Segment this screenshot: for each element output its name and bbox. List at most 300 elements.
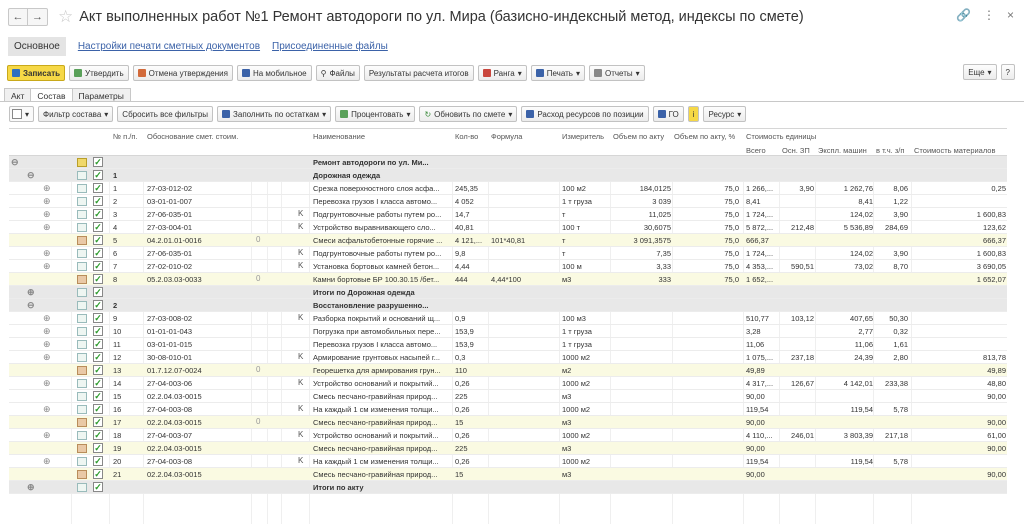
col-volume[interactable]: Объем по акту xyxy=(613,132,665,141)
cell-machines: 3 803,39 xyxy=(843,431,873,440)
percent-button[interactable] xyxy=(335,106,415,122)
table-row[interactable] xyxy=(9,325,1007,338)
chevron-down-icon: ▾ xyxy=(508,109,513,119)
collapse-icon[interactable]: ⊖ xyxy=(11,157,19,167)
row-checkbox[interactable]: ✓ xyxy=(94,274,102,284)
table-row[interactable] xyxy=(9,416,1007,429)
command-bar xyxy=(0,64,1024,82)
tab-composition[interactable]: Состав xyxy=(30,88,72,102)
reset-filters-button[interactable] xyxy=(117,106,213,122)
go-button[interactable] xyxy=(653,106,684,122)
table-row[interactable] xyxy=(9,455,1007,468)
row-checkbox[interactable]: ✓ xyxy=(94,209,102,219)
table-row[interactable] xyxy=(9,234,1007,247)
percent-icon xyxy=(340,110,348,118)
expand-icon[interactable]: ⊕ xyxy=(43,313,51,323)
col-wage[interactable]: Осн. ЗП xyxy=(782,146,810,155)
cell-total: 4 353,... xyxy=(746,262,774,271)
coefficient-icon: K xyxy=(298,222,304,231)
cell-incl_wage: 8,70 xyxy=(893,262,908,271)
resource-flow-label: Расход ресурсов по позиции xyxy=(537,109,644,119)
row-type-icon xyxy=(77,392,87,401)
group-row[interactable] xyxy=(9,286,1007,299)
cell-wage: 3,90 xyxy=(799,184,814,193)
table-row[interactable] xyxy=(9,351,1007,364)
col-formula[interactable]: Формула xyxy=(491,132,523,141)
cell-num: 11 xyxy=(113,340,121,349)
cell-name: Перевозка грузов I класса автомо... xyxy=(313,340,438,349)
cell-num: 9 xyxy=(113,314,118,323)
chevron-down-icon: ▾ xyxy=(575,68,580,78)
row-checkbox[interactable]: ✓ xyxy=(94,365,102,375)
cell-vol: 3,33 xyxy=(656,262,671,271)
cell-total: 90,00 xyxy=(746,392,765,401)
cell-basis: 27-04-003-06 xyxy=(147,379,193,388)
row-checkbox[interactable]: ✓ xyxy=(94,326,102,336)
chevron-down-icon: ▾ xyxy=(635,68,640,78)
expand-icon[interactable]: ⊕ xyxy=(27,287,35,297)
attachment-icon: 0 xyxy=(256,417,261,426)
expand-icon[interactable]: ⊕ xyxy=(43,248,51,258)
table-row[interactable] xyxy=(9,312,1007,325)
row-checkbox[interactable]: ✓ xyxy=(94,287,102,297)
row-checkbox[interactable]: ✓ xyxy=(94,482,102,492)
cell-basis: 01-01-01-043 xyxy=(147,327,193,336)
cell-total: 49,89 xyxy=(746,366,765,375)
cell-num: 1 xyxy=(113,184,118,193)
close-icon[interactable]: × xyxy=(1006,8,1014,22)
cell-num: 5 xyxy=(113,236,118,245)
cell-materials: 61,00 xyxy=(987,431,1006,440)
col-incl-wage[interactable]: в т.ч. з/п xyxy=(876,146,905,155)
col-basis[interactable]: Обоснование смет. стоим. xyxy=(147,132,239,141)
expand-icon[interactable]: ⊕ xyxy=(43,430,51,440)
expand-icon[interactable]: ⊕ xyxy=(43,456,51,466)
table-row[interactable] xyxy=(9,403,1007,416)
cell-total: 8,41 xyxy=(746,197,761,206)
expand-icon[interactable]: ⊕ xyxy=(43,183,51,193)
row-type-icon xyxy=(77,210,87,219)
cell-basis: 27-03-008-02 xyxy=(147,314,193,323)
cell-unit: т xyxy=(562,236,566,245)
more-button[interactable] xyxy=(963,64,996,80)
table-row[interactable] xyxy=(9,377,1007,390)
filter-button[interactable] xyxy=(38,106,113,122)
cell-total: 90,00 xyxy=(746,418,765,427)
cell-wage: 237,18 xyxy=(791,353,814,362)
cell-basis: 27-02-010-02 xyxy=(147,262,193,271)
cell-materials: 90,00 xyxy=(987,444,1006,453)
cell-basis: 02.2.04.03-0015 xyxy=(147,444,202,453)
fill-button[interactable] xyxy=(217,106,331,122)
table-row[interactable] xyxy=(9,208,1007,221)
cell-total: 666,37 xyxy=(746,236,769,245)
cell-incl_wage: 233,38 xyxy=(885,379,908,388)
expand-icon[interactable]: ⊕ xyxy=(43,209,51,219)
cell-unit: м3 xyxy=(562,392,572,401)
cell-name: Восстановление разрушенно... xyxy=(313,301,429,310)
row-checkbox[interactable]: ✓ xyxy=(94,469,102,479)
chevron-down-icon: ▾ xyxy=(406,109,411,119)
material-icon xyxy=(77,236,87,245)
cell-total: 3,28 xyxy=(746,327,761,336)
row-checkbox[interactable]: ✓ xyxy=(94,157,102,167)
help-label: ? xyxy=(1005,67,1010,77)
fill-label: Заполнить по остаткам xyxy=(233,109,320,119)
cell-materials: 666,37 xyxy=(983,236,1006,245)
cell-name: Подгрунтовочные работы путем ро... xyxy=(313,249,442,258)
cell-name: Смеси асфальтобетонные горячие ... xyxy=(313,236,443,245)
more-label: Еще xyxy=(968,67,985,77)
cell-name: Георешетка для армирования грун... xyxy=(313,366,441,375)
row-checkbox[interactable]: ✓ xyxy=(94,170,102,180)
cell-unit: 1000 м2 xyxy=(562,431,591,440)
cell-materials: 49,89 xyxy=(987,366,1006,375)
tab-parameters[interactable]: Параметры xyxy=(72,88,131,102)
cell-name: Камни бортовые БР 100.30.15 /бет... xyxy=(313,275,440,284)
print-button[interactable] xyxy=(531,65,585,81)
cell-machines: 119,54 xyxy=(850,457,873,466)
row-checkbox[interactable]: ✓ xyxy=(94,417,102,427)
chevron-down-icon: ▾ xyxy=(517,68,522,78)
approve-label: Утвердить xyxy=(85,68,124,78)
cell-machines: 1 262,76 xyxy=(843,184,873,193)
printer-icon xyxy=(536,69,544,77)
row-checkbox[interactable]: ✓ xyxy=(94,404,102,414)
cell-num: 3 xyxy=(113,210,118,219)
row-checkbox[interactable]: ✓ xyxy=(94,235,102,245)
row-type-icon xyxy=(77,483,87,492)
cell-qty: 0,26 xyxy=(455,457,470,466)
cell-formula: 4,44*100 xyxy=(491,275,522,284)
col-name[interactable]: Наименование xyxy=(313,132,365,141)
cell-vol: 184,0125 xyxy=(639,184,671,193)
cell-machines: 2,77 xyxy=(858,327,873,336)
cell-num: 19 xyxy=(113,444,122,453)
cell-incl_wage: 3,90 xyxy=(893,249,908,258)
cell-num: 2 xyxy=(113,301,118,310)
select-all-checkbox[interactable] xyxy=(9,106,34,122)
row-checkbox[interactable]: ✓ xyxy=(94,183,102,193)
info-label: i xyxy=(692,109,695,119)
table-row[interactable] xyxy=(9,364,1007,377)
cell-incl_wage: 50,30 xyxy=(889,314,908,323)
row-type-icon xyxy=(77,431,87,440)
update-label: Обновить по смете xyxy=(434,109,506,119)
col-machines[interactable]: Экспл. машин xyxy=(818,146,867,155)
files-button[interactable] xyxy=(316,65,360,81)
section-print-settings-link[interactable]: Настройки печати сметных документов xyxy=(77,40,261,52)
resource-label: Ресурс xyxy=(708,109,735,119)
approve-icon xyxy=(74,69,82,77)
coefficient-icon: K xyxy=(298,209,304,218)
cell-incl_wage: 5,78 xyxy=(893,457,908,466)
cell-total: 90,00 xyxy=(746,444,765,453)
cell-basis: 27-04-003-07 xyxy=(147,431,193,440)
cell-unit: 1 т груза xyxy=(562,327,592,336)
row-checkbox[interactable]: ✓ xyxy=(94,456,102,466)
cancel-approve-button[interactable] xyxy=(133,65,233,81)
row-checkbox[interactable]: ✓ xyxy=(94,352,102,362)
composition-toolbar xyxy=(9,106,746,122)
col-materials[interactable]: Стоимость материалов xyxy=(914,146,996,155)
cell-materials: 3 690,05 xyxy=(976,262,1006,271)
print-label: Печать xyxy=(546,68,573,78)
cell-num: 20 xyxy=(113,457,122,466)
cell-materials: 90,00 xyxy=(987,470,1006,479)
cell-name: На каждый 1 см изменения толщи... xyxy=(313,405,439,414)
row-checkbox[interactable]: ✓ xyxy=(94,443,102,453)
forward-button[interactable]: → xyxy=(28,8,48,26)
back-button[interactable]: ← xyxy=(8,8,28,26)
expand-icon[interactable]: ⊕ xyxy=(43,196,51,206)
row-checkbox[interactable]: ✓ xyxy=(94,378,102,388)
table-row[interactable] xyxy=(9,182,1007,195)
table-row[interactable] xyxy=(9,260,1007,273)
cell-total: 510,77 xyxy=(746,314,769,323)
group-row[interactable] xyxy=(9,481,1007,494)
table-row[interactable] xyxy=(9,221,1007,234)
cell-name: Ремонт автодороги по ул. Ми... xyxy=(313,158,429,167)
expand-icon[interactable]: ⊕ xyxy=(43,261,51,271)
help-button[interactable] xyxy=(1001,64,1015,80)
table-row[interactable] xyxy=(9,247,1007,260)
cell-unit: т xyxy=(562,249,566,258)
table-row[interactable] xyxy=(9,429,1007,442)
cell-machines: 5 536,89 xyxy=(843,223,873,232)
row-checkbox[interactable]: ✓ xyxy=(94,248,102,258)
reports-button[interactable] xyxy=(589,65,645,81)
update-button[interactable] xyxy=(419,106,517,122)
table-row[interactable] xyxy=(9,273,1007,286)
cell-wage: 212,48 xyxy=(791,223,814,232)
col-qty[interactable]: Кол-во xyxy=(455,132,479,141)
cell-qty: 225 xyxy=(455,444,468,453)
attachment-icon: 0 xyxy=(256,365,261,374)
cell-name: Перевозка грузов I класса автомо... xyxy=(313,197,438,206)
cell-name: Итоги по Дорожная одежда xyxy=(313,288,415,297)
chevron-down-icon: ▾ xyxy=(987,67,992,77)
cell-num: 8 xyxy=(113,275,118,284)
approve-button[interactable] xyxy=(69,65,129,81)
cell-unit: 100 т xyxy=(562,223,581,232)
cell-name: Разборка покрытий и оснований щ... xyxy=(313,314,441,323)
window-title: Акт выполненных работ №1 Ремонт автодороги по ул. Мира (базисно-индексный метод, индексы по смете) xyxy=(79,9,804,25)
cell-num: 10 xyxy=(113,327,122,336)
collapse-icon[interactable]: ⊖ xyxy=(27,300,35,310)
mobile-label: На мобильное xyxy=(252,68,307,78)
cell-qty: 0,26 xyxy=(455,379,470,388)
expand-icon[interactable]: ⊕ xyxy=(43,222,51,232)
cell-num: 6 xyxy=(113,249,118,258)
cell-incl_wage: 217,18 xyxy=(885,431,908,440)
row-checkbox[interactable]: ✓ xyxy=(94,391,102,401)
attachment-icon: 0 xyxy=(256,235,261,244)
filter-label: Фильтр состава xyxy=(43,109,102,119)
cell-basis: 27-03-012-02 xyxy=(147,184,193,193)
cell-basis: 02.2.04.03-0015 xyxy=(147,470,202,479)
cell-unit: 1 т груза xyxy=(562,197,592,206)
cell-vol: 3 039 xyxy=(652,197,671,206)
cell-name: Дорожная одежда xyxy=(313,171,381,180)
cell-vol: 333 xyxy=(658,275,671,284)
refresh-icon: ↻ xyxy=(424,109,432,119)
cell-qty: 15 xyxy=(455,470,464,479)
go-label: ГО xyxy=(668,109,679,119)
cell-incl_wage: 8,06 xyxy=(893,184,908,193)
cell-num: 12 xyxy=(113,353,122,362)
col-total[interactable]: Всего xyxy=(746,146,766,155)
cell-unit: м2 xyxy=(562,366,572,375)
cell-num: 17 xyxy=(113,418,122,427)
cell-unit: м3 xyxy=(562,470,572,479)
cell-materials: 48,80 xyxy=(987,379,1006,388)
cell-num: 4 xyxy=(113,223,118,232)
cell-qty: 110 xyxy=(455,366,467,375)
cell-name: Срезка поверхностного слоя асфа... xyxy=(313,184,440,193)
cell-basis: 02.2.04.03-0015 xyxy=(147,392,202,401)
cell-qty: 0,3 xyxy=(455,353,466,362)
favorite-star-icon[interactable]: ☆ xyxy=(58,7,74,26)
group-row[interactable] xyxy=(9,169,1007,182)
cell-unit: м3 xyxy=(562,418,572,427)
cell-unit: 1000 м2 xyxy=(562,405,591,414)
cell-unit: 1000 м2 xyxy=(562,353,591,362)
col-unit[interactable]: Измеритель xyxy=(562,132,605,141)
reset-filters-label: Сбросить все фильтры xyxy=(122,109,209,119)
cell-vol: 30,6075 xyxy=(643,223,671,232)
row-type-icon xyxy=(77,327,87,336)
table-row[interactable] xyxy=(9,442,1007,455)
cell-num: 15 xyxy=(113,392,122,401)
cell-basis: 30-08-010-01 xyxy=(147,353,193,362)
cell-name: Смесь песчано-гравийная природ... xyxy=(313,444,438,453)
mobile-button[interactable] xyxy=(237,65,312,81)
cell-total: 1 075,... xyxy=(746,353,774,362)
row-checkbox[interactable]: ✓ xyxy=(94,196,102,206)
cell-total: 119,54 xyxy=(746,405,769,414)
cell-wage: 103,12 xyxy=(791,314,814,323)
cell-unit: 100 м2 xyxy=(562,184,586,193)
info-button[interactable] xyxy=(688,106,700,122)
save-button[interactable] xyxy=(7,65,65,81)
group-row[interactable] xyxy=(9,156,1007,169)
cell-materials: 813,78 xyxy=(983,353,1006,362)
cell-basis: 27-04-003-08 xyxy=(147,405,193,414)
row-type-icon xyxy=(77,223,87,232)
cell-vol: 7,35 xyxy=(656,249,671,258)
cell-name: Устройство выравнивающего сло... xyxy=(313,223,436,232)
cell-qty: 15 xyxy=(455,418,464,427)
cell-name: Итоги по акту xyxy=(313,483,364,492)
resource-button[interactable] xyxy=(703,106,746,122)
cell-incl_wage: 1,61 xyxy=(893,340,908,349)
save-icon xyxy=(12,69,20,77)
cell-basis: 04.2.01.01-0016 xyxy=(147,236,202,245)
cell-num: 14 xyxy=(113,379,122,388)
cell-qty: 0,9 xyxy=(455,314,466,323)
collapse-icon[interactable]: ⊖ xyxy=(27,170,35,180)
cell-vol: 3 091,3575 xyxy=(633,236,671,245)
cell-volpct: 75,0 xyxy=(724,223,739,232)
tab-act[interactable]: Акт xyxy=(4,88,31,102)
row-checkbox[interactable]: ✓ xyxy=(94,430,102,440)
cell-qty: 153,9 xyxy=(455,340,474,349)
col-unit-cost[interactable]: Стоимость единицы xyxy=(746,132,817,141)
row-checkbox[interactable]: ✓ xyxy=(94,339,102,349)
more-menu-icon[interactable]: ⋮ xyxy=(982,8,995,22)
expand-icon[interactable]: ⊕ xyxy=(43,352,51,362)
table-row[interactable] xyxy=(9,195,1007,208)
table-row[interactable] xyxy=(9,468,1007,481)
results-button[interactable] xyxy=(364,65,474,81)
cell-incl_wage: 1,22 xyxy=(893,197,908,206)
cell-basis: 27-04-003-08 xyxy=(147,457,193,466)
cell-unit: 100 м xyxy=(562,262,582,271)
cell-materials: 90,00 xyxy=(987,392,1006,401)
row-checkbox[interactable]: ✓ xyxy=(94,261,102,271)
table-row[interactable] xyxy=(9,390,1007,403)
row-checkbox[interactable]: ✓ xyxy=(94,300,102,310)
link-icon[interactable]: 🔗 xyxy=(956,8,971,22)
row-checkbox[interactable]: ✓ xyxy=(94,313,102,323)
cell-total: 1 724,... xyxy=(746,249,774,258)
col-volume-pct[interactable]: Объем по акту, % xyxy=(674,132,736,141)
expand-icon[interactable]: ⊕ xyxy=(27,482,35,492)
cell-qty: 9,8 xyxy=(455,249,466,258)
expand-icon[interactable]: ⊕ xyxy=(43,404,51,414)
table-header xyxy=(9,128,1007,156)
cell-materials: 1 600,83 xyxy=(976,249,1006,258)
cell-incl_wage: 2,80 xyxy=(893,353,908,362)
rank-button[interactable] xyxy=(478,65,527,81)
section-attached-files-link[interactable]: Присоединенные файлы xyxy=(272,40,388,52)
cell-volpct: 75,0 xyxy=(724,275,739,284)
cell-materials: 1 600,83 xyxy=(976,210,1006,219)
cell-qty: 225 xyxy=(455,392,468,401)
cell-volpct: 75,0 xyxy=(724,210,739,219)
cell-volpct: 75,0 xyxy=(724,236,739,245)
rank-label: Ранга xyxy=(493,68,515,78)
cell-wage: 246,01 xyxy=(791,431,814,440)
resource-flow-button[interactable] xyxy=(521,106,648,122)
cell-unit: м3 xyxy=(562,444,572,453)
chevron-down-icon: ▾ xyxy=(104,109,109,119)
material-icon xyxy=(77,275,87,284)
material-icon xyxy=(77,444,87,453)
cell-machines: 407,65 xyxy=(850,314,873,323)
cell-formula: 101*40,81 xyxy=(491,236,526,245)
cell-vol: 11,025 xyxy=(648,210,671,219)
row-type-icon xyxy=(77,353,87,362)
cell-qty: 4 052 xyxy=(455,197,474,206)
cell-materials: 90,00 xyxy=(987,418,1006,427)
expand-icon[interactable]: ⊕ xyxy=(43,339,51,349)
group-row[interactable] xyxy=(9,299,1007,312)
table-row[interactable] xyxy=(9,338,1007,351)
section-main[interactable]: Основное xyxy=(8,37,66,56)
cell-machines: 119,54 xyxy=(850,405,873,414)
expand-icon[interactable]: ⊕ xyxy=(43,326,51,336)
col-num[interactable]: № п./п. xyxy=(113,132,138,141)
attachment-icon: 0 xyxy=(256,274,261,283)
cell-num: 18 xyxy=(113,431,122,440)
cell-num: 13 xyxy=(113,366,122,375)
cell-qty: 0,26 xyxy=(455,405,470,414)
paperclip-icon: ⚲ xyxy=(320,68,327,78)
row-checkbox[interactable]: ✓ xyxy=(94,222,102,232)
expand-icon[interactable]: ⊕ xyxy=(43,378,51,388)
